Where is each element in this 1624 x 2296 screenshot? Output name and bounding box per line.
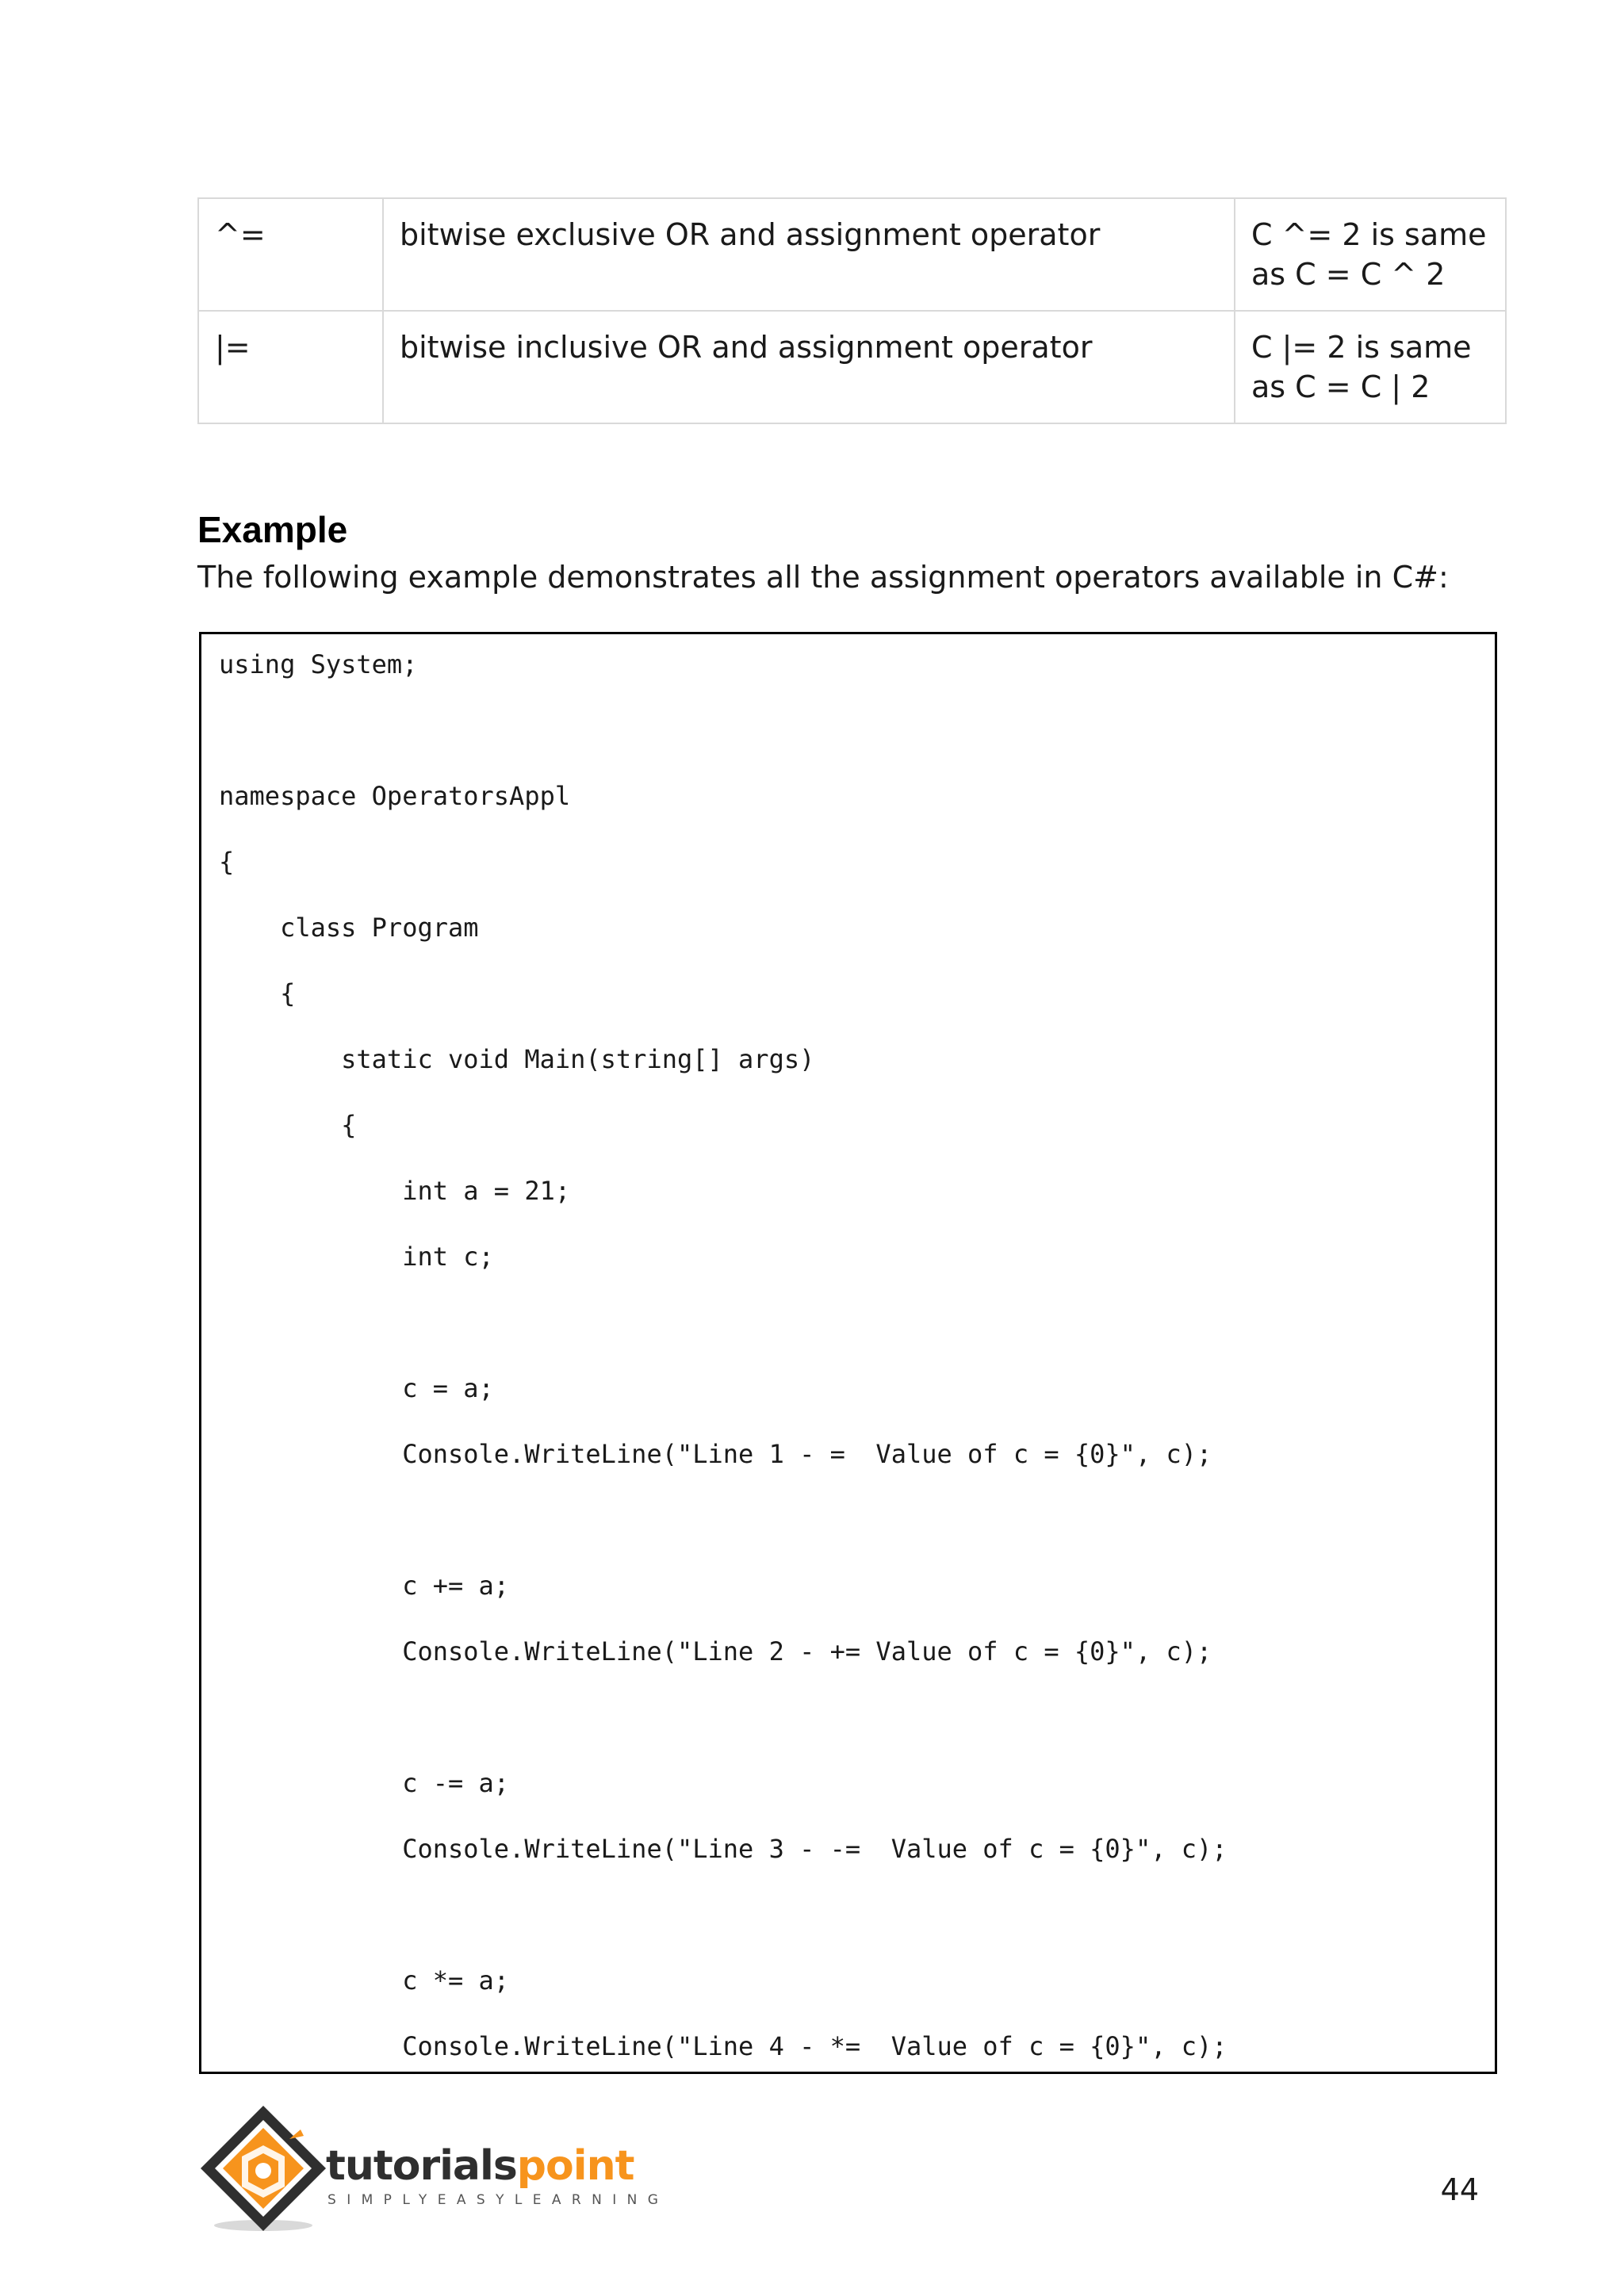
- code-line: [219, 1502, 1228, 1568]
- code-line: Console.WriteLine("Line 1 - = Value of c = {0}", c);: [219, 1439, 1212, 1469]
- section-intro: The following example demonstrates all the assignment operators available in C#:: [197, 560, 1449, 595]
- logo-word-dark: tutorials: [326, 2142, 517, 2190]
- logo-diamond-icon: [196, 2101, 331, 2236]
- code-line: int c;: [219, 1242, 494, 1272]
- code-lines: [219, 647, 1228, 2074]
- page-number: 44: [1440, 2172, 1479, 2207]
- code-line: namespace OperatorsAppl: [219, 781, 571, 811]
- operators-table: [197, 197, 1507, 424]
- example-cell: [1235, 311, 1506, 423]
- code-line: Console.WriteLine("Line 3 - -= Value of c = {0}", c);: [219, 1834, 1228, 1864]
- code-line: c *= a;: [219, 1965, 510, 1996]
- code-line: [219, 1305, 1228, 1371]
- code-line: c = a;: [219, 1373, 494, 1403]
- code-line: [219, 1897, 1228, 1963]
- description-cell: bitwise exclusive OR and assignment operator: [383, 198, 1235, 311]
- operator-cell: |=: [198, 311, 383, 423]
- logo-word-orange: point: [516, 2142, 634, 2190]
- code-line: {: [219, 847, 235, 877]
- operator-cell: ^=: [198, 198, 383, 311]
- tutorialspoint-logo: [196, 2101, 669, 2236]
- table-row: [198, 198, 1506, 311]
- section-heading: Example: [197, 509, 348, 550]
- example-line: as C = C ^ 2: [1251, 257, 1446, 292]
- code-line: c -= a;: [219, 1768, 510, 1798]
- example-line: C ^= 2 is same: [1251, 217, 1487, 252]
- code-line: {: [219, 978, 296, 1008]
- code-line: {: [219, 1110, 357, 1140]
- code-line: Console.WriteLine("Line 2 - += Value of c = {0}", c);: [219, 1636, 1212, 1667]
- table-row: [198, 311, 1506, 423]
- code-line: class Program: [219, 913, 479, 943]
- code-line: using System;: [219, 649, 418, 679]
- logo-wordmark: [326, 2142, 634, 2190]
- description-cell: bitwise inclusive OR and assignment operator: [383, 311, 1235, 423]
- code-line: int a = 21;: [219, 1176, 571, 1206]
- example-line: as C = C | 2: [1251, 369, 1431, 404]
- example-line: C |= 2 is same: [1251, 330, 1472, 365]
- code-line: Console.WriteLine("Line 4 - *= Value of c = {0}", c);: [219, 2031, 1228, 2061]
- code-line: [219, 1700, 1228, 1766]
- example-cell: [1235, 198, 1506, 311]
- code-line: c += a;: [219, 1571, 510, 1601]
- logo-tagline: SIMPLYEASYLEARNING: [327, 2192, 669, 2208]
- code-line: static void Main(string[] args): [219, 1044, 815, 1074]
- code-line: [219, 713, 1228, 779]
- code-block: [199, 632, 1497, 2074]
